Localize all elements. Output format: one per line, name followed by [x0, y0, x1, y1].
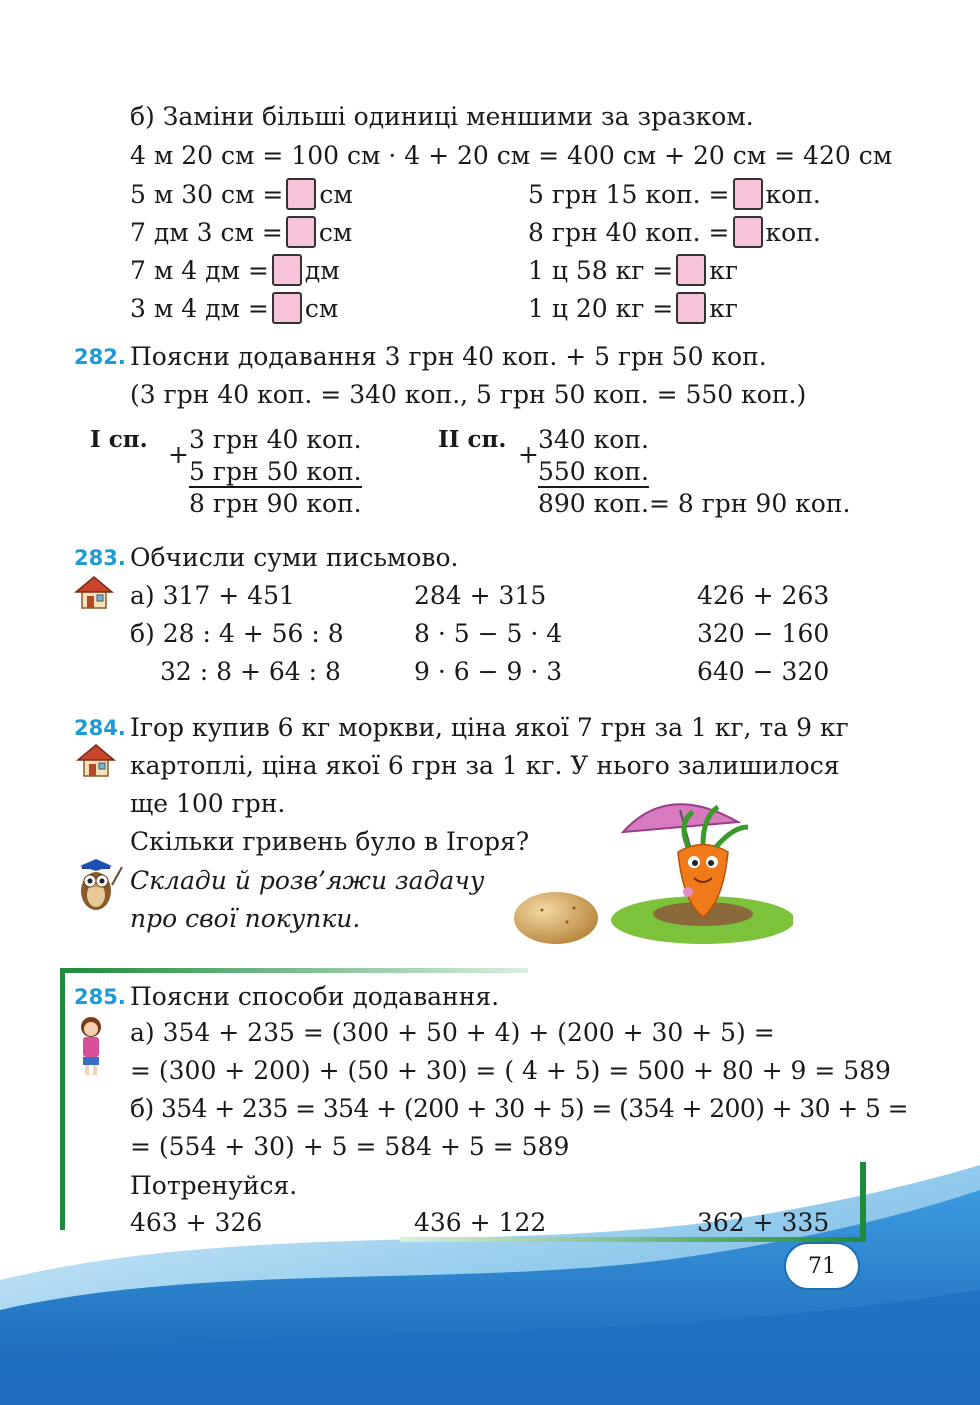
task-285-line: а) 354 + 235 = (300 + 50 + 4) + (200 + 30 + 5) = — [130, 1018, 775, 1047]
answer-box[interactable] — [676, 292, 706, 324]
task-number: 283. — [74, 546, 126, 570]
expression: 463 + 326 — [130, 1208, 263, 1237]
task-284-creative: Склади й розв’яжи задачу — [130, 866, 485, 895]
answer-box[interactable] — [733, 178, 763, 210]
conversion-row: 5 м 30 см = см — [130, 180, 353, 209]
addend-2: 5 грн 50 коп. — [189, 457, 362, 486]
task-284-question: Скільки гривень було в Ігоря? — [130, 827, 530, 856]
expression: 436 + 122 — [414, 1208, 547, 1237]
green-frame-right — [860, 1162, 866, 1242]
conversion-row: 5 грн 15 коп. = коп. — [528, 180, 821, 209]
house-icon — [74, 574, 114, 610]
section-b-example: 4 м 20 см = 100 см · 4 + 20 см = 400 см + 20 см = 420 см — [130, 141, 893, 170]
plus-sign: + — [518, 440, 539, 469]
conversion-row: 7 дм 3 см = см — [130, 218, 353, 247]
conversion-row: 8 грн 40 коп. = коп. — [528, 218, 821, 247]
answer-box[interactable] — [733, 216, 763, 248]
section-b-title: б) Заміни більші одиниці меншими за зразком. — [130, 102, 754, 131]
method-1-label: I сп. — [90, 426, 148, 453]
expression: 284 + 315 — [414, 581, 547, 610]
owl-teacher-icon — [72, 855, 124, 915]
answer-box[interactable] — [676, 254, 706, 286]
task-number: 284. — [74, 716, 126, 740]
addend-2: 550 коп. — [538, 457, 649, 486]
carrot-umbrella-illustration — [608, 792, 793, 947]
page-number: 71 — [784, 1242, 860, 1290]
answer-box[interactable] — [286, 178, 316, 210]
task-285-practice-label: Потренуйся. — [130, 1171, 298, 1200]
potato-illustration — [512, 888, 600, 946]
task-284-line: картоплі, ціна якої 6 грн за 1 кг. У нього залишилося — [130, 751, 840, 780]
addend-1: 340 коп. — [538, 425, 649, 454]
conversion-row: 1 ц 58 кг = кг — [528, 256, 738, 285]
girl-icon — [74, 1015, 108, 1077]
task-number: 282. — [74, 345, 126, 369]
green-frame-left — [60, 968, 65, 1230]
green-frame-top — [60, 968, 528, 973]
task-282-line1: Поясни додавання 3 грн 40 коп. + 5 грн 50 коп. — [130, 342, 767, 371]
task-285-line: = (300 + 200) + (50 + 30) = ( 4 + 5) = 500 + 80 + 9 = 589 — [130, 1056, 891, 1085]
sum-result: 890 коп.= 8 грн 90 коп. — [538, 489, 851, 518]
answer-box[interactable] — [272, 292, 302, 324]
conversion-row: 3 м 4 дм = см — [130, 294, 339, 323]
expression: а) 317 + 451 — [130, 581, 295, 610]
conversion-row: 7 м 4 дм = дм — [130, 256, 340, 285]
expression: 426 + 263 — [697, 581, 830, 610]
task-284-line: Ігор купив 6 кг моркви, ціна якої 7 грн за 1 кг, та 9 кг — [130, 713, 849, 742]
plus-sign: + — [168, 440, 189, 469]
answer-box[interactable] — [272, 254, 302, 286]
expression: 320 − 160 — [697, 619, 830, 648]
house-icon — [76, 742, 116, 778]
method-2-label: II сп. — [438, 426, 507, 453]
expression: 362 + 335 — [697, 1208, 830, 1237]
task-285-line: = (554 + 30) + 5 = 584 + 5 = 589 — [130, 1132, 570, 1161]
addend-1: 3 грн 40 коп. — [189, 425, 362, 454]
task-284-line: ще 100 грн. — [130, 789, 286, 818]
task-282-line2: (3 грн 40 коп. = 340 коп., 5 грн 50 коп. = 550 коп.) — [130, 380, 807, 409]
expression: 8 · 5 − 5 · 4 — [414, 619, 563, 648]
task-number: 285. — [74, 985, 126, 1009]
task-285-line: б) 354 + 235 = 354 + (200 + 30 + 5) = (354 + 200) + 30 + 5 = — [130, 1094, 908, 1123]
task-284-creative: про свої покупки. — [130, 904, 361, 933]
task-285-title: Поясни способи додавання. — [130, 982, 500, 1011]
expression: 640 − 320 — [697, 657, 830, 686]
expression: б) 28 : 4 + 56 : 8 — [130, 619, 344, 648]
answer-box[interactable] — [286, 216, 316, 248]
conversion-row: 1 ц 20 кг = кг — [528, 294, 738, 323]
sum-result: 8 грн 90 коп. — [189, 489, 362, 518]
task-283-title: Обчисли суми письмово. — [130, 543, 459, 572]
expression: 32 : 8 + 64 : 8 — [160, 657, 341, 686]
expression: 9 · 6 − 9 · 3 — [414, 657, 563, 686]
